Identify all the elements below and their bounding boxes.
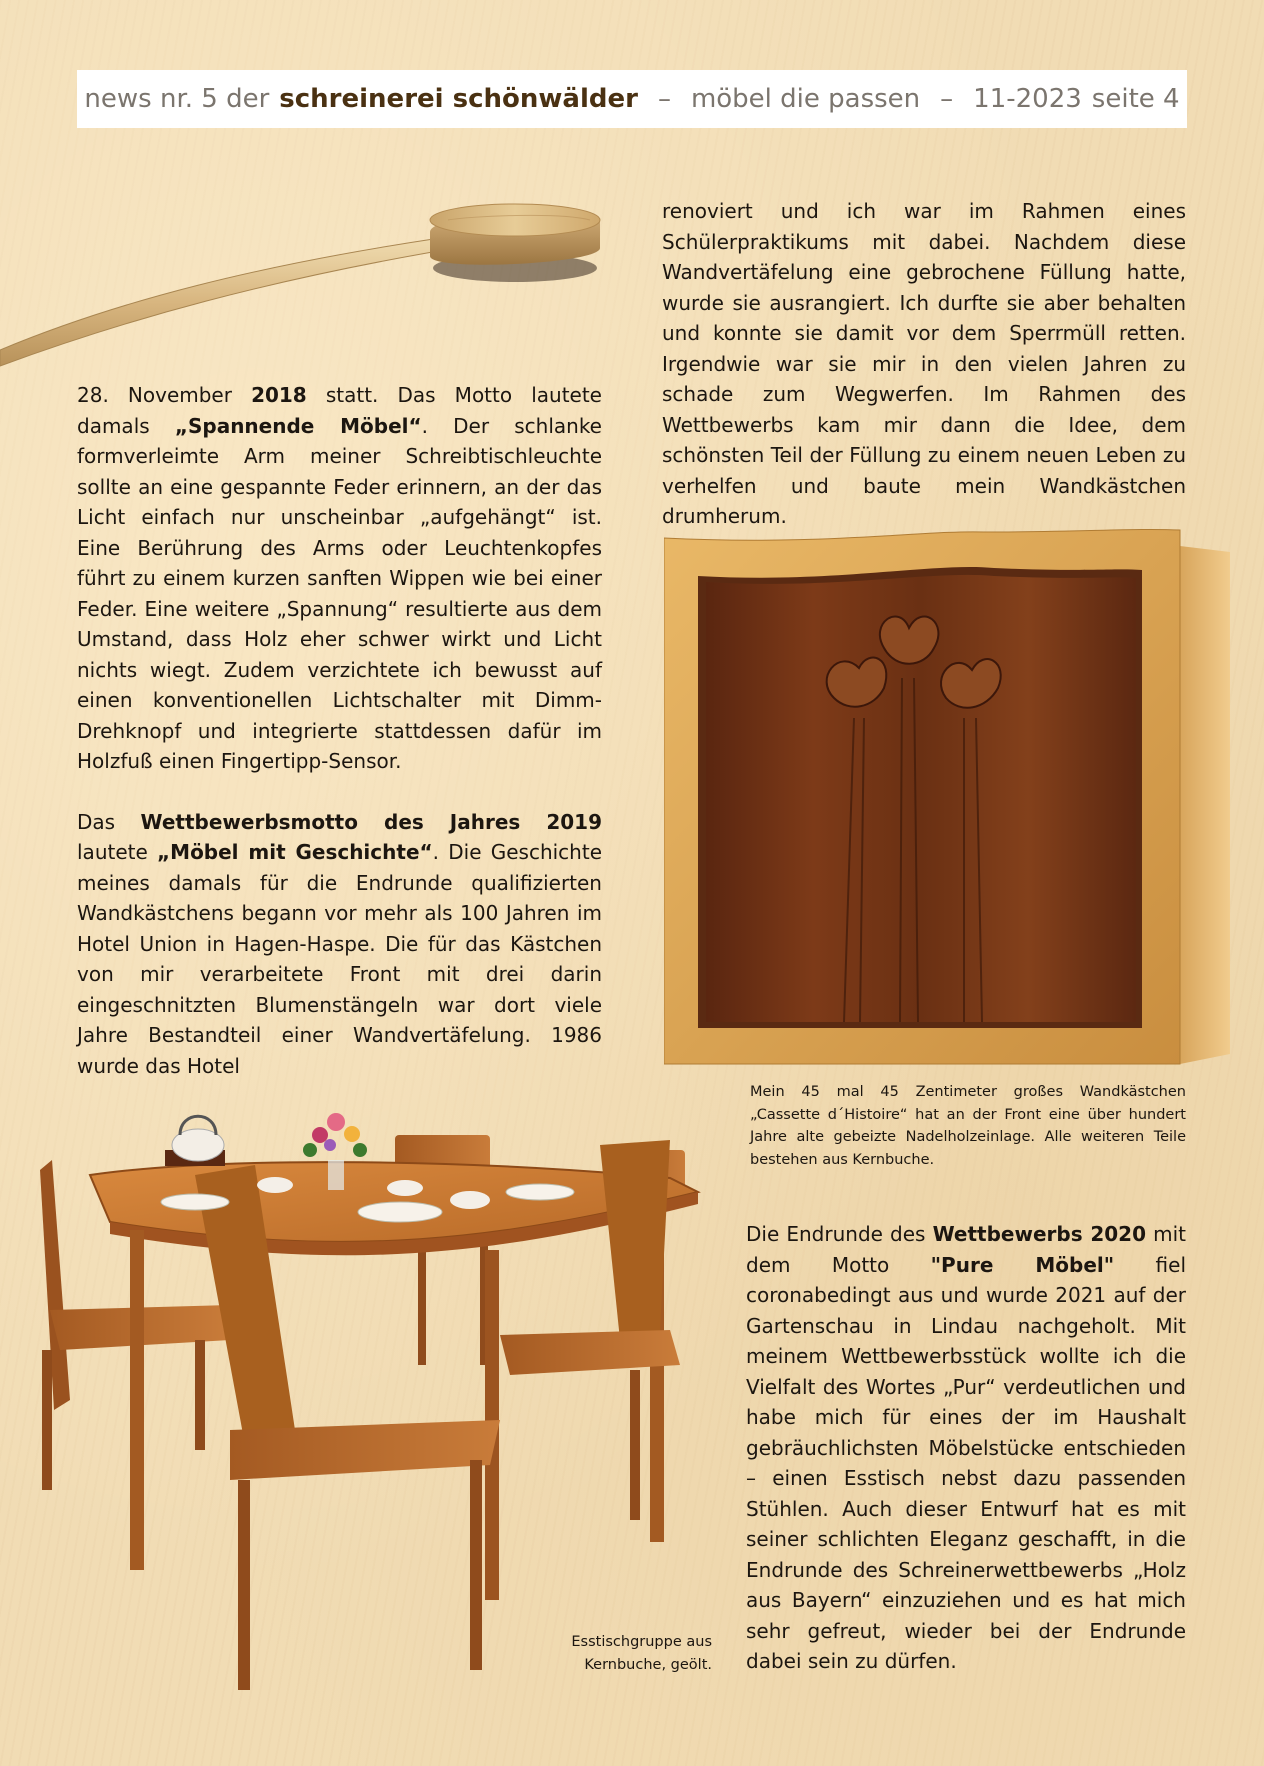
header-issue: 11-2023: [973, 84, 1082, 114]
wall-cabinet-image: [664, 528, 1230, 1074]
paragraph: Das Wettbewerbsmotto des Jahres 2019 lautete „Möbel mit Geschichte“. Die Geschichte meines damals für die Endrunde qualifizierten Wandkästchens begann vor mehr als 100 Jahren im Hotel Union in Hagen-Haspe. Die für das Kästchen von mir verarbeitete Front mit drei darin eingeschnitzten Blumenstängeln war dort viele Jahre Bestandteil einer Wandvertäfelung. 1986 wurde das Hotel: [77, 809, 603, 1078]
header-dash: –: [657, 84, 671, 114]
paragraph: renoviert und ich war im Rahmen eines Schülerpraktikums mit dabei. Nachdem diese Wandvertäfelung eine gebrochene Füllung hatte, wurde sie ausrangiert. Ich durfte sie aber behalten und konnte sie damit vor dem Sperrmüll retten. Irgendwie war sie mir in den vielen Jahren zu schade zum Wegwerfen. Im Rahmen des Wettbewerbs kam mir dann die Idee, dem schönsten Teil der Füllung zu einem neuen Leben zu verhelfen und baute mein Wandkästchen drumherum.: [662, 199, 1186, 528]
table-caption: [520, 1631, 712, 1676]
header-prefix: news nr. 5 der: [84, 84, 270, 114]
header-dash: –: [940, 84, 954, 114]
header-brand: schreinerei schönwälder: [279, 84, 638, 114]
left-column: [77, 380, 602, 1081]
dining-set-image: [30, 1100, 720, 1700]
caption-line: Kernbuche, geölt.: [584, 1656, 712, 1673]
newsletter-header: [77, 70, 1187, 128]
header-slogan: möbel die passen: [690, 84, 921, 114]
desk-lamp-image: [0, 190, 610, 370]
header-page: seite 4: [1091, 84, 1180, 114]
right-column: [662, 196, 1186, 532]
caption-line: Esstischgruppe aus: [571, 1634, 712, 1650]
cabinet-caption: Mein 45 mal 45 Zentimeter großes Wandkästchen „Cassette d´Histoire“ hat an der Front eine über hundert Jahre alte gebeizte Nadelholzeinlage. Alle weiteren Teile bestehen aus Kernbuche.: [750, 1084, 1186, 1168]
paragraph: Die Endrunde des Wettbewerbs 2020 mit dem Motto "Pure Möbel" fiel coronabedingt aus und wurde 2021 auf der Gartenschau in Lindau nachgeholt. Mit meinem Wettbewerbsstück wollte ich die Vielfalt des Wortes „Pur“ verdeutlichen und habe mich für eines der im Haushalt gebräuchlichsten Möbelstücke entschieden – einen Esstisch nebst dazu passenden Stühlen. Auch dieser Entwurf hat es mit seiner schlichten Eleganz geschafft, in die Endrunde des Schreinerwettbewerbs „Holz aus Bayern“ einzuziehen und es hat mich sehr gefreut, wieder bei der Endrunde dabei sein zu dürfen.: [746, 1222, 1186, 1673]
paragraph: 28. November 2018 statt. Das Motto lautete damals „Spannende Möbel“. Der schlanke formverleimte Arm meiner Schreibtischleuchte sollte an eine gespannte Feder erinnern, an der das Licht einfach nur unscheinbar „aufgehängt“ ist. Eine Berührung des Arms oder Leuchtenkopfes führt zu einem kurzen sanften Wippen wie bei einer Feder. Eine weitere „Spannung“ resultierte aus dem Umstand, dass Holz eher schwer wirkt und Licht nichts wiegt. Zudem verzichtete ich bewusst auf einen konventionellen Lichtschalter mit Dimm-Drehknopf und integrierte stattdessen dafür im Holzfuß einen Fingertipp-Sensor.: [77, 383, 602, 773]
bottom-right-column: [746, 1219, 1186, 1677]
